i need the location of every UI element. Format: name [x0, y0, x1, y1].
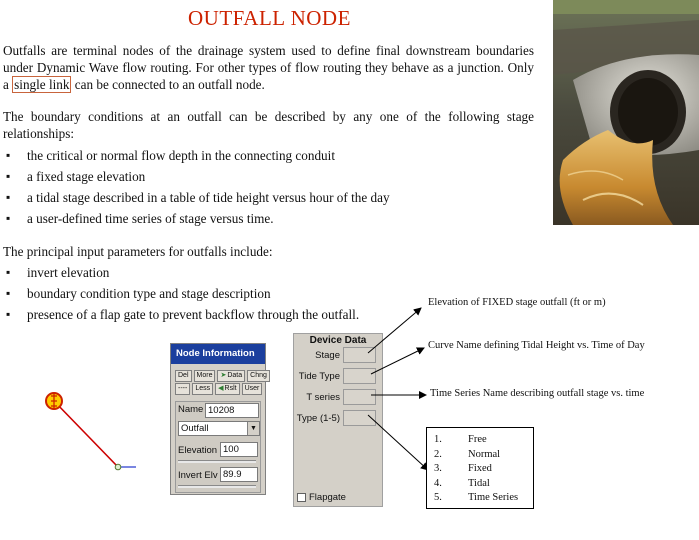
type-arrow	[368, 415, 428, 470]
invert-elevation-field[interactable]: 89.9	[220, 467, 258, 482]
intro-text-1: Outfalls are terminal nodes of the drainage system used to define final downstream boundaries under Dynamic Wave flow routing. For other types of flow routing they behave as a junction. Only a	[3, 43, 534, 92]
elevation-label: Elevation	[178, 445, 218, 456]
list-item: ▪ the critical or normal flow depth in the connecting conduit	[3, 145, 390, 166]
name-field[interactable]: 10208	[205, 403, 259, 418]
name-label: Name	[178, 404, 204, 415]
list-item: 3. Fixed	[434, 463, 492, 475]
outfall-type-label: Type (1-5)	[296, 413, 340, 424]
list-item: ▪ a fixed stage elevation	[3, 166, 390, 187]
bullet-icon: ▪	[6, 265, 11, 279]
bullet-icon: ▪	[6, 307, 11, 321]
node-info-title: Node Information	[171, 344, 265, 364]
device-data-title: Device Data	[309, 335, 367, 346]
outfall-type-legend	[426, 427, 534, 509]
stage-label: Stage	[315, 350, 340, 361]
elevation-field[interactable]: 100	[220, 442, 258, 457]
list-item: 1. Free	[434, 434, 487, 445]
tide-type-label: Tide Type	[298, 371, 340, 382]
bullet-icon: ▪	[6, 169, 11, 183]
single-link-highlight: single link	[14, 77, 70, 92]
stage-arrow	[368, 308, 421, 353]
list-item: 4. Tidal	[434, 477, 490, 489]
list-item: ▪ invert elevation	[3, 262, 359, 283]
less-button[interactable]: Less	[192, 383, 213, 395]
bullet-icon: ▪	[6, 190, 11, 204]
bullet-icon: ▪	[6, 286, 11, 300]
bullet-icon: ▪	[6, 211, 11, 225]
tidal-curve-annotation: Curve Name defining Tidal Height vs. Time of Day	[428, 340, 645, 351]
list-item: ▪ a user-defined time series of stage versus time.	[3, 208, 390, 229]
boundary-paragraph: The boundary conditions at an outfall can be described by any one of the following stage relationships:	[3, 109, 534, 141]
list-item: ▪ a tidal stage described in a table of tide height versus hour of the day	[3, 187, 390, 208]
list-item: 2. Normal	[434, 448, 501, 460]
intro-text-2: can be connected to an outfall node.	[74, 77, 265, 92]
tide-arrow	[371, 348, 424, 374]
page-title: OUTFALL NODE	[188, 6, 351, 30]
params-paragraph: The principal input parameters for outfalls include:	[3, 244, 273, 259]
time-series-annotation: Time Series Name describing outfall stage vs. time	[430, 388, 645, 399]
delete-button[interactable]: Del	[175, 370, 192, 382]
list-item: ▪ boundary condition type and stage description	[3, 283, 359, 304]
invert-elevation-label: Invert Elv	[178, 470, 218, 481]
node-type-select[interactable]: Outfall ▼	[178, 421, 260, 436]
user-button[interactable]: User	[242, 383, 263, 395]
bullet-icon: ▪	[6, 148, 11, 162]
forward-arrow-icon: ➤	[220, 372, 227, 379]
fixed-stage-annotation: Elevation of FIXED stage outfall (ft or m)	[428, 297, 606, 308]
change-button[interactable]: Chng	[247, 370, 270, 382]
blank-button[interactable]: ----	[175, 383, 190, 395]
list-item: 5. Time Series	[434, 492, 519, 504]
back-arrow-icon: ◀	[218, 385, 224, 392]
chevron-down-icon: ▼	[247, 422, 259, 435]
data-button[interactable]: ➤ Data	[217, 370, 245, 382]
time-series-label: T series	[306, 392, 340, 403]
list-item: ▪ presence of a flap gate to prevent backflow through the outfall.	[3, 304, 359, 325]
flapgate-label: Flapgate	[309, 492, 346, 503]
type-options-list	[434, 433, 518, 506]
more-button[interactable]: More	[194, 370, 216, 382]
results-button[interactable]: ◀ Rslt	[215, 383, 239, 395]
